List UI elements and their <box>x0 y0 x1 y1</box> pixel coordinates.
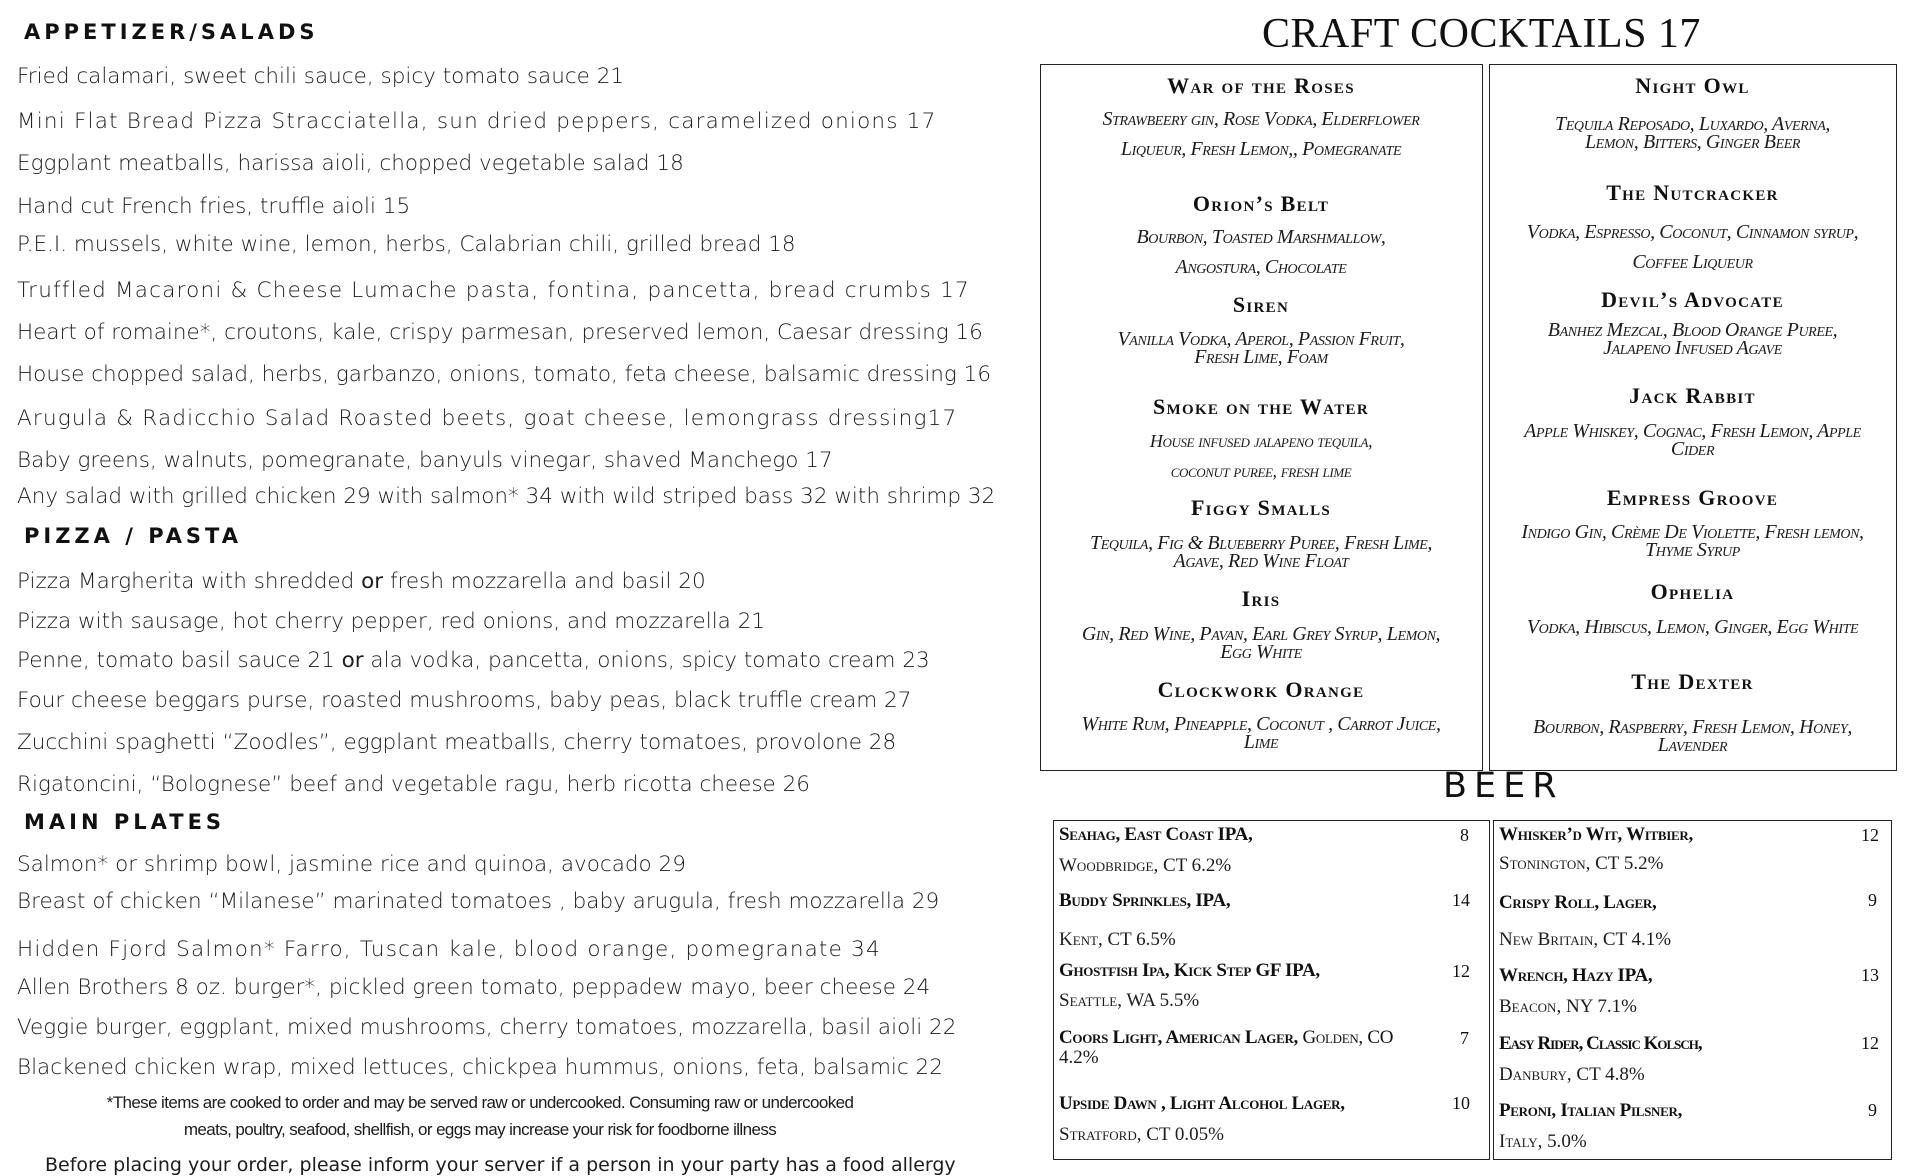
cocktail-description: Vanilla Vodka, Aperol, Passion Fruit, Fresh Lime, Foam <box>1117 328 1405 368</box>
menu-item: Eggplant meatballs, harissa aioli, chopped vegetable salad 18 <box>17 151 684 176</box>
menu-item: Allen Brothers 8 oz. burger*, pickled green tomato, peppadew mayo, beer cheese 24 <box>17 975 931 1000</box>
menu-item: Fried calamari, sweet chili sauce, spicy tomato sauce 21 <box>17 64 625 89</box>
menu-item: Truffled Macaroni & Cheese Lumache pasta, fontina, pancetta, bread crumbs 17 <box>17 278 970 303</box>
beer-price: 12 <box>1861 1033 1879 1053</box>
cocktail-name: Figgy Smalls <box>1190 495 1332 520</box>
cocktail-description: Tequila, Fig & Blueberry Puree, Fresh Lime, Agave, Red Wine Float <box>1089 532 1433 572</box>
menu-item: Hidden Fjord Salmon* Farro, Tuscan kale, blood orange, pomegranate 34 <box>17 937 881 962</box>
beer-origin: Danbury, CT 4.8% <box>1499 1064 1645 1085</box>
beer-origin: Seattle, WA 5.5% <box>1059 990 1200 1011</box>
beer-name: Coors Light, American Lager, Golden, CO <box>1059 1027 1394 1048</box>
cocktail-description: White Rum, Pineapple, Coconut , Carrot Juice, Lime <box>1081 713 1441 753</box>
cocktail-name: The Dexter <box>1631 669 1754 694</box>
section-heading-pizza-pasta: PIZZA / PASTA <box>24 524 242 548</box>
menu-item: Penne, tomato basil sauce 21 or ala vodka, pancetta, onions, spicy tomato cream 23 <box>17 648 930 673</box>
beer-price: 12 <box>1861 825 1879 845</box>
menu-item: House chopped salad, herbs, garbanzo, onions, tomato, feta cheese, balsamic dressing 16 <box>17 362 992 387</box>
menu-item: Mini Flat Bread Pizza Stracciatella, sun dried peppers, caramelized onions 17 <box>17 109 937 134</box>
menu-item: Rigatoncini, “Bolognese” beef and vegetable ragu, herb ricotta cheese 26 <box>17 772 810 797</box>
cocktails-title: CRAFT COCKTAILS 17 <box>1262 11 1701 57</box>
cocktail-description: Gin, Red Wine, Pavan, Earl Grey Syrup, Lemon, Egg White <box>1081 623 1441 663</box>
cocktail-name: Jack Rabbit <box>1629 383 1756 408</box>
cocktail-description: Apple Whiskey, Cognac, Fresh Lemon, Apple Cider <box>1524 420 1861 460</box>
cocktail-name: Devil’s Advocate <box>1601 287 1784 312</box>
beer-price: 12 <box>1452 961 1470 981</box>
cocktail-description: Tequila Reposado, Luxardo, Averna, Lemon, Bitters, Ginger Beer <box>1554 113 1830 153</box>
menu-item: Pizza Margherita with shredded or fresh mozzarella and basil 20 <box>17 569 706 594</box>
beer-origin: Stonington, CT 5.2% <box>1499 853 1664 874</box>
menu-item: Arugula & Radicchio Salad Roasted beets, goat cheese, lemongrass dressing17 <box>17 406 958 431</box>
beer-price: 14 <box>1452 890 1470 910</box>
cocktail-name: Empress Groove <box>1606 485 1779 510</box>
beer-origin: Italy, 5.0% <box>1499 1131 1587 1152</box>
cocktail-name: Night Owl <box>1635 73 1750 98</box>
cocktail-description: Indigo Gin, Crème De Violette, Fresh lemon, Thyme Syrup <box>1521 521 1864 561</box>
menu-item: Hand cut French fries, truffle aioli 15 <box>17 194 411 219</box>
cocktail-name: Clockwork Orange <box>1157 677 1365 702</box>
beer-name: Easy Rider, Classic Kolsch, <box>1499 1033 1702 1054</box>
cocktail-box-right <box>1489 64 1897 771</box>
section-heading-appetizers: APPETIZER/SALADS <box>24 20 319 44</box>
beer-origin: Beacon, NY 7.1% <box>1499 996 1638 1017</box>
cocktail-description: Bourbon, Raspberry, Fresh Lemon, Honey, Lavender <box>1533 716 1852 756</box>
cocktail-name: Orion’s Belt <box>1192 191 1330 216</box>
menu-item: Veggie burger, eggplant, mixed mushrooms, cherry tomatoes, mozzarella, basil aioli 22 <box>17 1015 957 1040</box>
beer-price: 13 <box>1861 965 1879 985</box>
menu-item: Zucchini spaghetti “Zoodles”, eggplant meatballs, cherry tomatoes, provolone 28 <box>17 730 897 755</box>
beer-name: Wrench, Hazy IPA, <box>1499 965 1653 986</box>
cocktail-description: Vodka, Hibiscus, Lemon, Ginger, Egg White <box>1526 616 1859 638</box>
cocktail-name: Smoke on the Water <box>1153 394 1369 419</box>
beer-origin: Kent, CT 6.5% <box>1059 929 1176 950</box>
beer-name: Whisker’d Wit, Witbier, <box>1499 824 1693 845</box>
cocktail-description: Strawbeery gin, Rose Vodka, Elderflower Liqueur, Fresh Lemon,, Pomegranate <box>1102 108 1420 160</box>
section-heading-main-plates: MAIN PLATES <box>24 810 226 834</box>
cocktail-name: Iris <box>1241 586 1281 611</box>
beer-price: 9 <box>1868 890 1877 910</box>
beer-title: BEER <box>1443 766 1564 806</box>
beer-name: Seahag, East Coast IPA, <box>1059 824 1253 845</box>
beer-name: Peroni, Italian Pilsner, <box>1499 1100 1683 1121</box>
cocktail-name: Siren <box>1232 292 1290 317</box>
beer-box-left <box>1053 820 1490 1160</box>
beer-box-right <box>1493 820 1892 1160</box>
allergy-notice: Before placing your order, please inform your server if a person in your party has a food allergy <box>45 1154 956 1176</box>
menu-item: Four cheese beggars purse, roasted mushrooms, baby peas, black truffle cream 27 <box>17 688 912 713</box>
beer-price: 9 <box>1868 1100 1877 1120</box>
cocktail-name: War of the Roses <box>1167 73 1355 98</box>
cocktail-description: Banhez Mezcal, Blood Orange Puree, Jalapeno Infused Agave <box>1547 319 1838 359</box>
cocktail-description: Vodka, Espresso, Coconut, Cinnamon syrup, Coffee Liqueur <box>1526 221 1859 273</box>
cocktail-description: House infused jalapeno tequila, coconut puree, fresh lime <box>1149 431 1373 481</box>
beer-name: Upside Dawn , Light Alcohol Lager, <box>1059 1093 1345 1114</box>
beer-origin: New Britain, CT 4.1% <box>1499 929 1672 950</box>
cocktail-box-left <box>1040 64 1483 771</box>
beer-origin: 4.2% <box>1059 1047 1099 1068</box>
cocktail-name: Ophelia <box>1650 579 1735 604</box>
menu-item: Blackened chicken wrap, mixed lettuces, chickpea hummus, onions, feta, balsamic 22 <box>17 1055 943 1080</box>
menu-item: P.E.I. mussels, white wine, lemon, herbs, Calabrian chili, grilled bread 18 <box>17 232 796 257</box>
cocktail-name: The Nutcracker <box>1606 180 1779 205</box>
menu-item: Pizza with sausage, hot cherry pepper, red onions, and mozzarella 21 <box>17 609 766 634</box>
beer-origin: Stratford, CT 0.05% <box>1059 1124 1225 1145</box>
beer-name: Crispy Roll, Lager, <box>1499 892 1657 913</box>
beer-name: Ghostfish Ipa, Kick Step GF IPA, <box>1059 960 1320 981</box>
beer-origin: Woodbridge, CT 6.2% <box>1059 855 1232 876</box>
beer-price: 7 <box>1460 1028 1469 1048</box>
beer-price: 8 <box>1460 825 1469 845</box>
raw-food-disclaimer: *These items are cooked to order and may be served raw or undercooked. Consuming raw or undercooked meats, poultry, seafood, shellfish, or eggs may increase your risk for foodborne illness <box>106 1093 854 1139</box>
beer-price: 10 <box>1452 1093 1470 1113</box>
menu-item: Baby greens, walnuts, pomegranate, banyuls vinegar, shaved Manchego 17 <box>17 448 833 473</box>
menu-item: Any salad with grilled chicken 29 with salmon* 34 with wild striped bass 32 with shrimp 32 <box>17 484 996 509</box>
cocktail-description: Bourbon, Toasted Marshmallow, Angostura, Chocolate <box>1136 226 1386 278</box>
menu-item: Salmon* or shrimp bowl, jasmine rice and quinoa, avocado 29 <box>17 852 686 877</box>
menu-item: Heart of romaine*, croutons, kale, crispy parmesan, preserved lemon, Caesar dressing 16 <box>17 320 983 345</box>
beer-name: Buddy Sprinkles, IPA, <box>1059 890 1231 911</box>
menu-item: Breast of chicken “Milanese” marinated tomatoes , baby arugula, fresh mozzarella 29 <box>17 889 940 914</box>
